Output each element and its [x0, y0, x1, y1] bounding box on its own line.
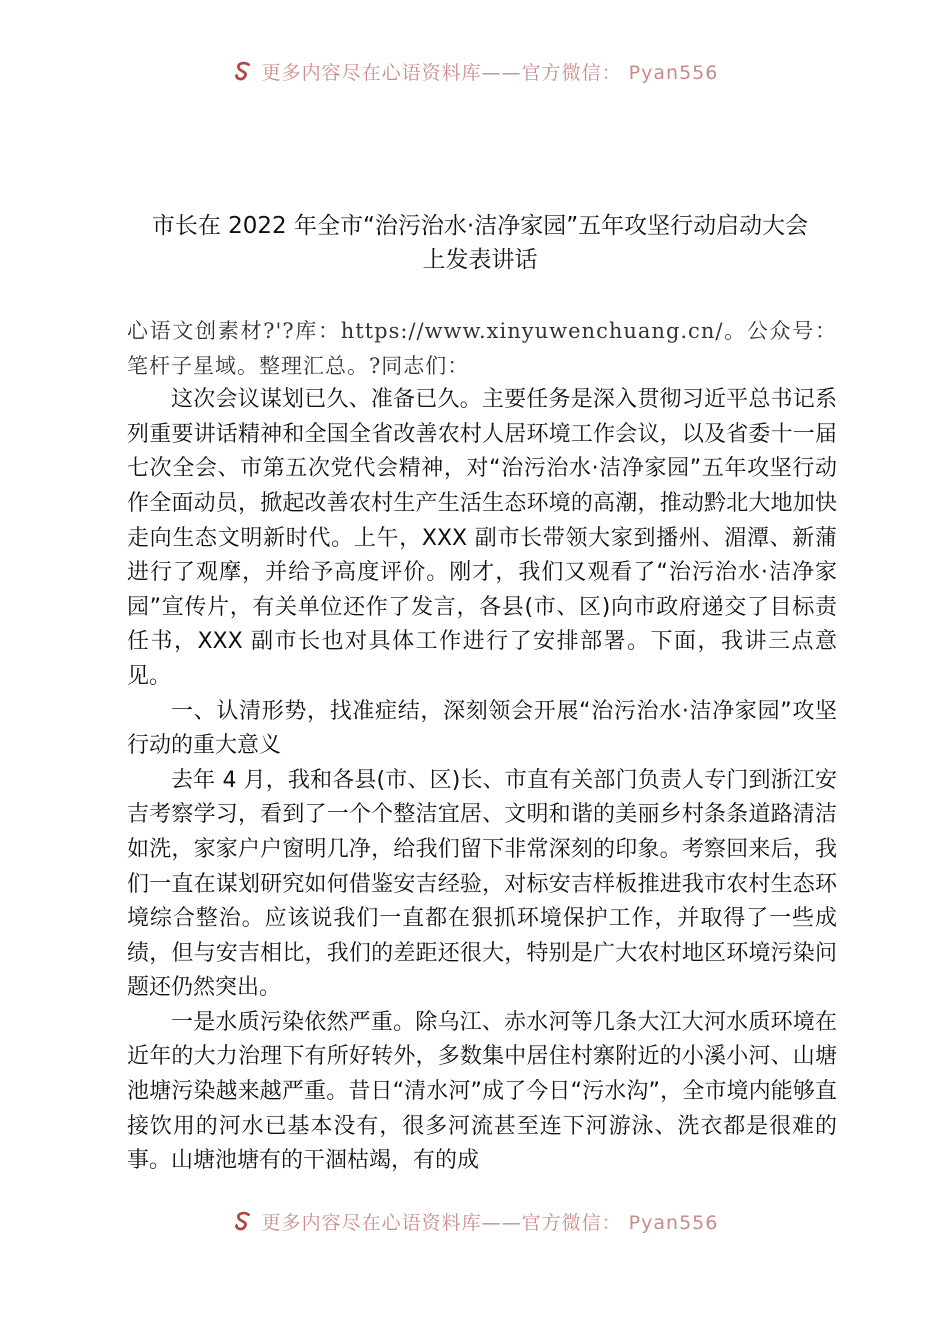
watermark-bottom: [0, 1206, 950, 1236]
source-note: 心语文创素材?'?库：https://www.xinyuwenchuang.cn/。公众号：笔杆子星域。整理汇总。?同志们：: [127, 319, 837, 378]
title-line-2: 上发表讲话: [422, 247, 538, 273]
watermark-top: [0, 56, 950, 86]
section-heading-1: 一、认清形势，找准症结，深刻领会开展“治污治水·洁净家园”攻坚行动的重大意义: [127, 698, 837, 759]
watermark-text: 更多内容尽在心语资料库——官方微信： Pyan556: [261, 1211, 719, 1234]
paragraph-2: 去年 4 月，我和各县(市、区)长、市直有关部门负责人专门到浙江安吉考察学习，看到了一个个整洁宜居、文明和谐的美丽乡村条条道路清洁如洗，家家户户窗明几净，给我们留下非常深刻的印象。考察回来后，我们一直在谋划研究如何借鉴安吉经验，对标安吉样板推进我市农村生态环境综合整治。应该说我们一直都在狠抓环境保护工作，并取得了一些成绩，但与安吉相比，我们的差距还很大，特别是广大农村地区环境污染问题还仍然突出。: [127, 767, 837, 1001]
stylized-s-logo-icon: [232, 60, 254, 82]
title-line-1: 市长在 2022 年全市“治污治水·洁净家园”五年攻坚行动启动大会: [151, 213, 809, 239]
paragraph-3: 一是水质污染依然严重。除乌江、赤水河等几条大江大河水质环境在近年的大力治理下有所好转外，多数集中居住村寨附近的小溪小河、山塘池塘污染越来越严重。昔日“清水河”成了今日“污水沟”，全市境内能够直接饮用的河水已基本没有，很多河流甚至连下河游泳、洗衣都是很难的事。山塘池塘有的干涸枯竭，有的成: [127, 1009, 837, 1174]
document-title: [110, 209, 850, 277]
paragraph-1: 这次会议谋划已久、准备已久。主要任务是深入贯彻习近平总书记系列重要讲话精神和全国全省改善农村人居环境工作会议，以及省委十一届七次全会、市第五次党代会精神，对“治污治水·洁净家园”五年攻坚行动作全面动员，掀起改善农村生产生活生态环境的高潮，推动黔北大地加快走向生态文明新时代。上午，XXX 副市长带领大家到播州、湄潭、新蒲进行了观摩，并给予高度评价。刚才，我们又观看了“治污治水·洁净家园”宣传片，有关单位还作了发言，各县(市、区)向市政府递交了目标责任书，XXX 副市长也对具体工作进行了安排部署。下面，我讲三点意见。: [127, 387, 837, 689]
stylized-s-logo-icon: [232, 1210, 254, 1232]
watermark-text: 更多内容尽在心语资料库——官方微信： Pyan556: [261, 61, 719, 84]
document-body: [127, 314, 837, 1179]
